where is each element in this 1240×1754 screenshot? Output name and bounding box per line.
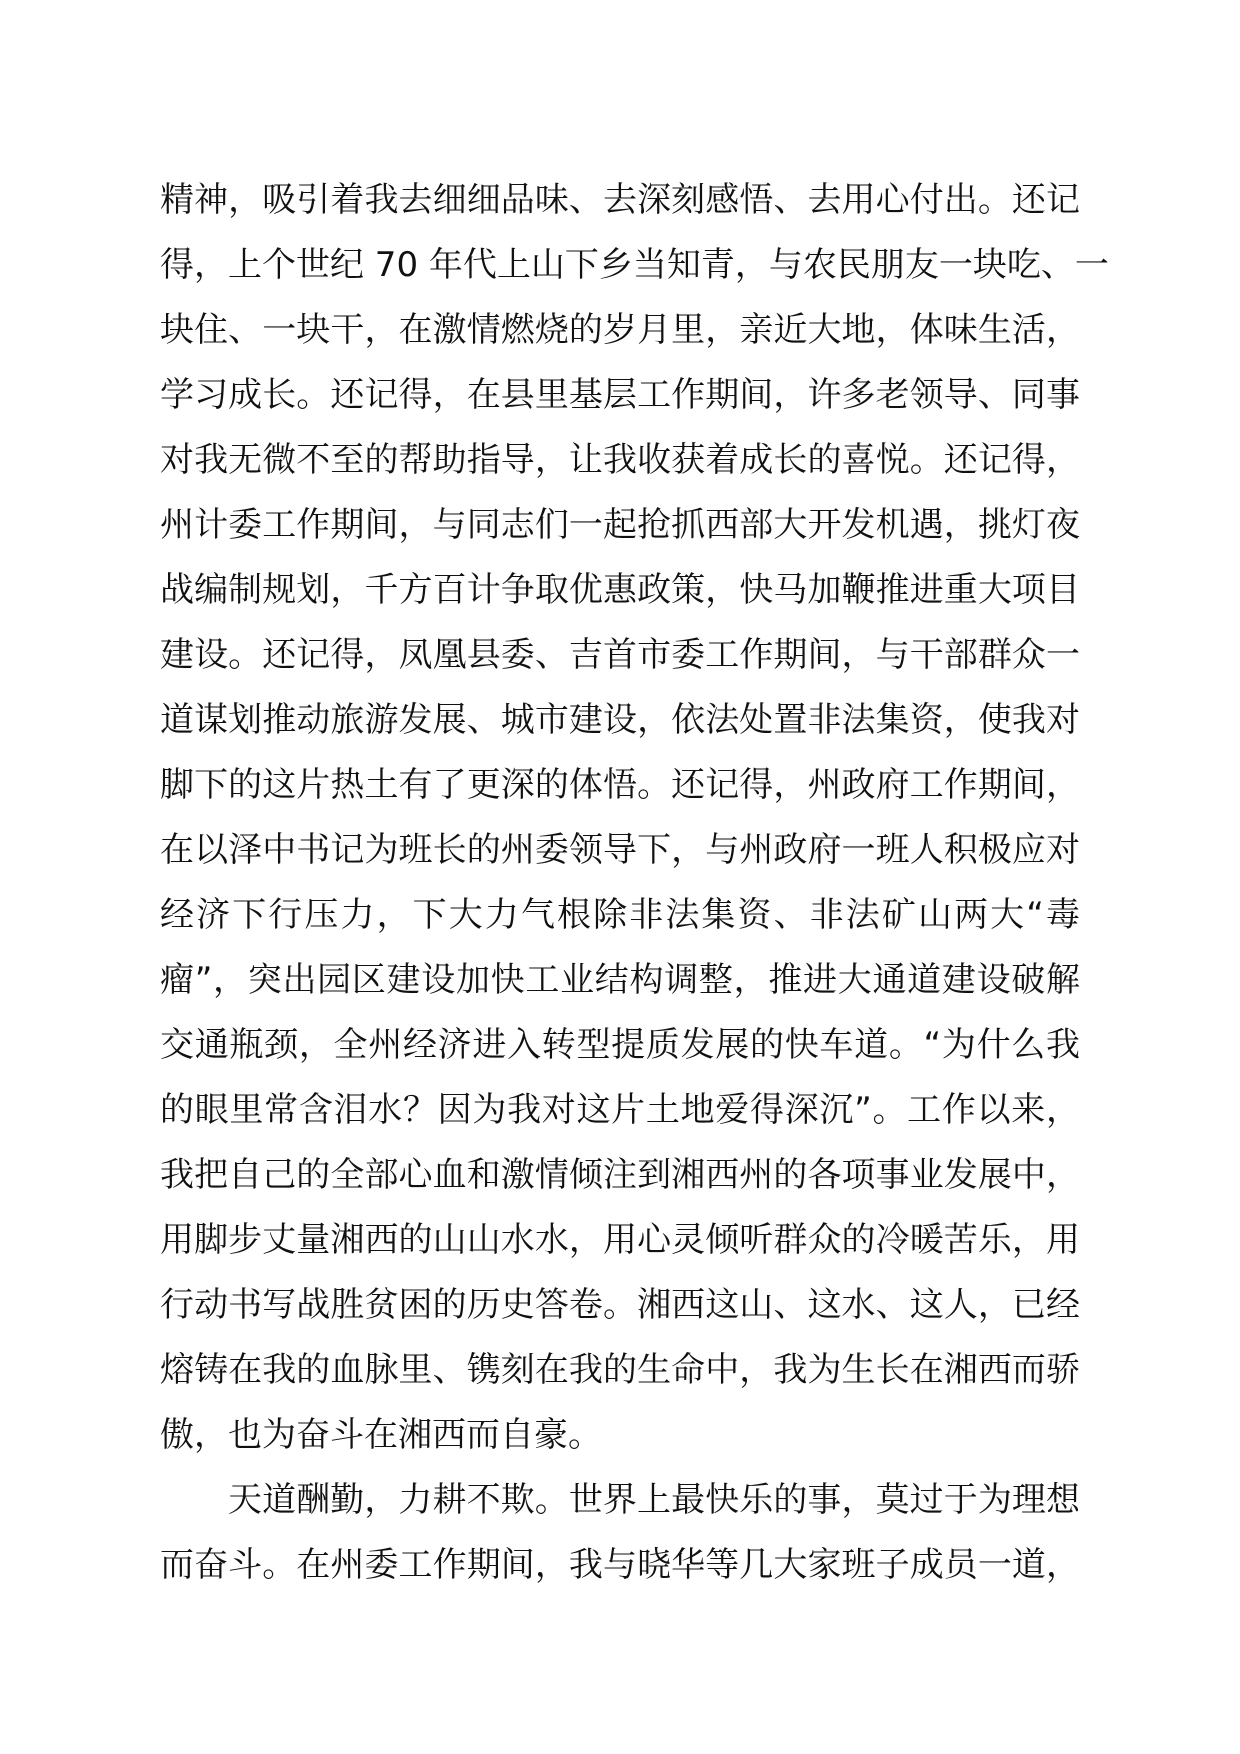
text-line: 瘤”，突出园区建设加快工业结构调整，推进大通道建设破解 <box>160 960 1080 1000</box>
text-line: 而奋斗。在州委工作期间，我与晓华等几大家班子成员一道， <box>160 1545 1080 1585</box>
text-line: 在以泽中书记为班长的州委领导下，与州政府一班人积极应对 <box>160 830 1080 870</box>
text-line: 交通瓶颈，全州经济进入转型提质发展的快车道。“为什么我 <box>160 1025 1080 1065</box>
text-line: 傲，也为奋斗在湘西而自豪。 <box>160 1415 602 1455</box>
text-line: 行动书写战胜贫困的历史答卷。湘西这山、这水、这人，已经 <box>160 1285 1080 1325</box>
text-line: 得，上个世纪 70 年代上山下乡当知青，与农民朋友一块吃、一 <box>160 245 1109 285</box>
text-line: 州计委工作期间，与同志们一起抢抓西部大开发机遇，挑灯夜 <box>160 505 1080 545</box>
text-line: 道谋划推动旅游发展、城市建设，依法处置非法集资，使我对 <box>160 700 1080 740</box>
text-line: 的眼里常含泪水？因为我对这片土地爱得深沉”。工作以来， <box>160 1090 1080 1130</box>
text-line: 精神，吸引着我去细细品味、去深刻感悟、去用心付出。还记 <box>160 180 1080 220</box>
text-line: 用脚步丈量湘西的山山水水，用心灵倾听群众的冷暖苦乐，用 <box>160 1220 1080 1260</box>
text-line: 战编制规划，千方百计争取优惠政策，快马加鞭推进重大项目 <box>160 570 1080 610</box>
text-line: 对我无微不至的帮助指导，让我收获着成长的喜悦。还记得， <box>160 440 1080 480</box>
paragraph-2 <box>160 1468 1080 1598</box>
text-line: 脚下的这片热土有了更深的体悟。还记得，州政府工作期间， <box>160 765 1080 805</box>
text-line: 天道酬勤，力耕不欺。世界上最快乐的事，莫过于为理想 <box>228 1480 1080 1520</box>
text-line: 块住、一块干，在激情燃烧的岁月里，亲近大地，体味生活， <box>160 310 1080 350</box>
text-line: 学习成长。还记得，在县里基层工作期间，许多老领导、同事 <box>160 375 1080 415</box>
text-line: 经济下行压力，下大力气根除非法集资、非法矿山两大“毒 <box>160 895 1080 935</box>
text-line: 熔铸在我的血脉里、镌刻在我的生命中，我为生长在湘西而骄 <box>160 1350 1080 1390</box>
body-text <box>160 168 1109 1598</box>
text-line: 我把自己的全部心血和激情倾注到湘西州的各项事业发展中， <box>160 1155 1080 1195</box>
text-line: 建设。还记得，凤凰县委、吉首市委工作期间，与干部群众一 <box>160 635 1080 675</box>
paragraph-1 <box>160 168 1109 1468</box>
